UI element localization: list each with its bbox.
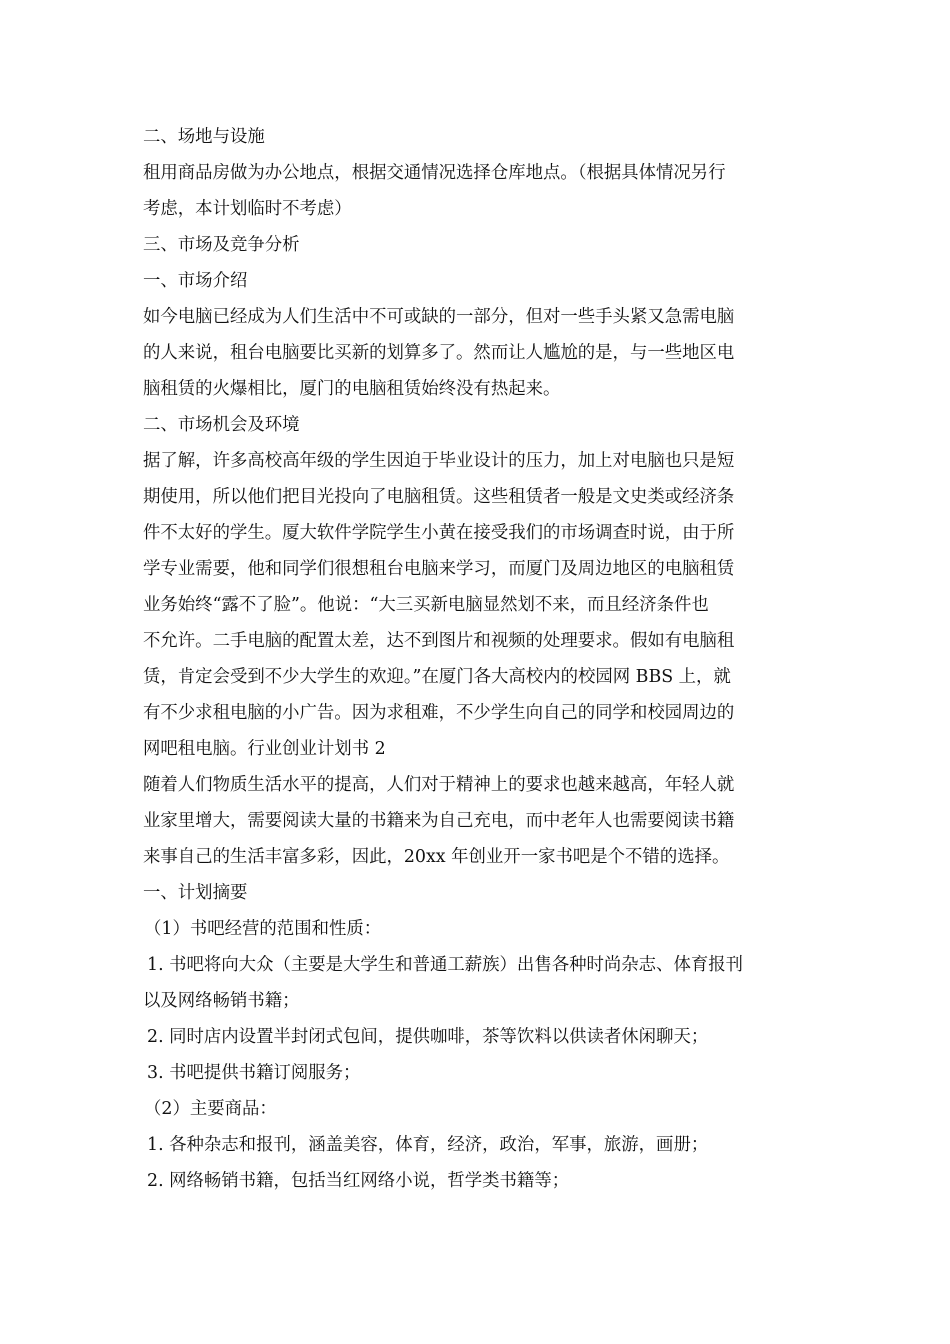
paragraph-line: 租用商品房做为办公地点，根据交通情况选择仓库地点。（根据具体情况另行	[143, 163, 726, 183]
list-item: 2. 同时店内设置半封闭式包间，提供咖啡，茶等饮料以供读者休闲聊天；	[147, 1027, 709, 1047]
paragraph-line: 随着人们物质生活水平的提高，人们对于精神上的要求也越来越高，年轻人就	[143, 775, 735, 795]
paragraph-line: 学专业需要，他和同学们很想租台电脑来学习，而厦门及周边地区的电脑租赁	[143, 559, 735, 579]
paragraph-line: 有不少求租电脑的小广告。因为求租难，不少学生向自己的同学和校园周边的	[143, 703, 735, 723]
list-item: 2. 网络畅销书籍，包括当红网络小说，哲学类书籍等；	[147, 1171, 570, 1191]
list-heading-scope: （1）书吧经营的范围和性质：	[144, 919, 382, 939]
paragraph-line: 的人来说，租台电脑要比买新的划算多了。然而让人尴尬的是，与一些地区电	[143, 343, 735, 363]
list-item: 1. 书吧将向大众（主要是大学生和普通工薪族）出售各种时尚杂志、体育报刊	[147, 955, 744, 975]
subsection-heading-market-opportunity: 二、市场机会及环境	[143, 415, 300, 435]
paragraph-line: 来事自己的生活丰富多彩，因此，20xx 年创业开一家书吧是个不错的选择。	[143, 847, 730, 867]
list-item-continuation: 以及网络畅销书籍；	[143, 991, 300, 1011]
list-item: 3. 书吧提供书籍订阅服务；	[147, 1063, 361, 1083]
list-heading-products: （2）主要商品：	[144, 1099, 277, 1119]
document-body	[143, 119, 809, 1199]
paragraph-line: 脑租赁的火爆相比，厦门的电脑租赁始终没有热起来。	[143, 379, 561, 399]
paragraph-line: 如今电脑已经成为人们生活中不可或缺的一部分，但对一些手头紧又急需电脑	[143, 307, 735, 327]
paragraph-line: 据了解，许多高校高年级的学生因迫于毕业设计的压力，加上对电脑也只是短	[143, 451, 735, 471]
paragraph-line: 业家里增大，需要阅读大量的书籍来为自己充电，而中老年人也需要阅读书籍	[143, 811, 735, 831]
subsection-heading-market-intro: 一、市场介绍	[143, 271, 248, 291]
paragraph-line: 业务始终“露不了脸”。他说：“大三买新电脑显然划不来，而且经济条件也	[143, 595, 709, 615]
paragraph-line: 不允许。二手电脑的配置太差，达不到图片和视频的处理要求。假如有电脑租	[143, 631, 735, 651]
paragraph-line: 网吧租电脑。行业创业计划书 2	[143, 739, 386, 759]
section-heading-venue: 二、场地与设施	[143, 127, 265, 147]
section-heading-market-analysis: 三、市场及竞争分析	[143, 235, 300, 255]
section-heading-plan-summary: 一、计划摘要	[143, 883, 248, 903]
paragraph-line: 期使用，所以他们把目光投向了电脑租赁。这些租赁者一般是文史类或经济条	[143, 487, 735, 507]
paragraph-line: 考虑，本计划临时不考虑）	[143, 199, 352, 219]
list-item: 1. 各种杂志和报刊，涵盖美容，体育，经济，政治，军事，旅游，画册；	[147, 1135, 709, 1155]
paragraph-line: 赁，肯定会受到不少大学生的欢迎。”在厦门各大高校内的校园网 BBS 上，就	[143, 667, 731, 687]
paragraph-line: 件不太好的学生。厦大软件学院学生小黄在接受我们的市场调查时说，由于所	[143, 523, 735, 543]
